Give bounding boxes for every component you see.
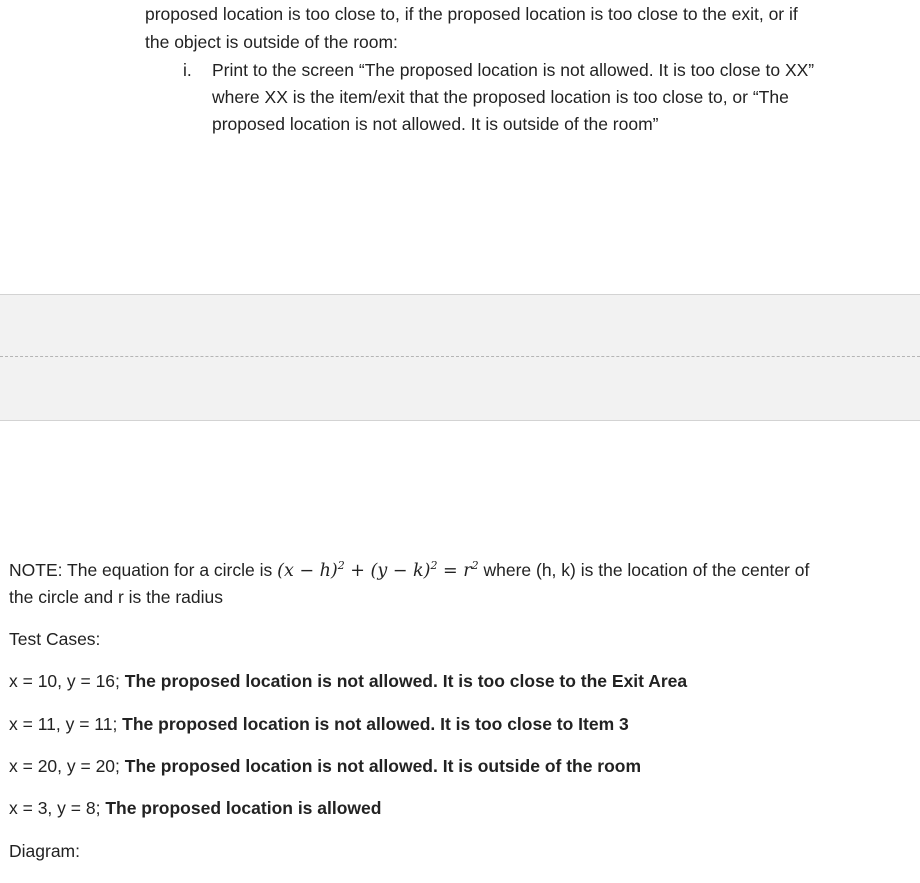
test-case-input: x = 20, y = 20; <box>9 756 125 776</box>
test-case <box>9 753 641 780</box>
test-case-result: The proposed location is not allowed. It is outside of the room <box>124 756 642 776</box>
test-case-input: x = 3, y = 8; <box>9 798 106 818</box>
page-gap <box>0 294 920 421</box>
list-item-line: where XX is the item/exit that the proposed location is too close to, or “The <box>212 87 789 107</box>
test-case-result: The proposed location is not allowed. It is too close to the Exit Area <box>124 671 688 691</box>
list-item-line: Print to the screen “The proposed location is not allowed. It is too close to XX” <box>212 60 815 80</box>
test-case-input: x = 10, y = 16; <box>9 671 125 691</box>
test-case <box>9 668 687 695</box>
test-case-result: The proposed location is allowed <box>105 798 382 818</box>
list-item-text <box>212 57 814 138</box>
test-cases-heading: Test Cases: <box>9 629 101 649</box>
test-case-result: The proposed location is not allowed. It is too close to Item 3 <box>122 714 629 734</box>
paragraph-line: the object is outside of the room: <box>145 32 398 52</box>
note-suffix: where (h, k) is the location of the center of <box>478 560 810 580</box>
diagram-heading: Diagram: <box>9 841 80 861</box>
note-line <box>9 557 809 585</box>
note-line: the circle and r is the radius <box>9 587 223 607</box>
page-break-divider <box>0 356 920 357</box>
note-prefix: NOTE: The equation for a circle is <box>9 560 278 580</box>
circle-equation: $(x - h)^2 + (y - k)^2 = r^2$ <box>277 559 479 581</box>
test-case <box>9 711 629 738</box>
paragraph-line: proposed location is too close to, if the proposed location is too close to the exit, or if <box>145 4 798 24</box>
list-marker: i. <box>183 60 192 80</box>
list-item-line: proposed location is not allowed. It is outside of the room” <box>212 114 659 134</box>
test-case-input: x = 11, y = 11; <box>9 714 123 734</box>
test-case <box>9 795 381 822</box>
